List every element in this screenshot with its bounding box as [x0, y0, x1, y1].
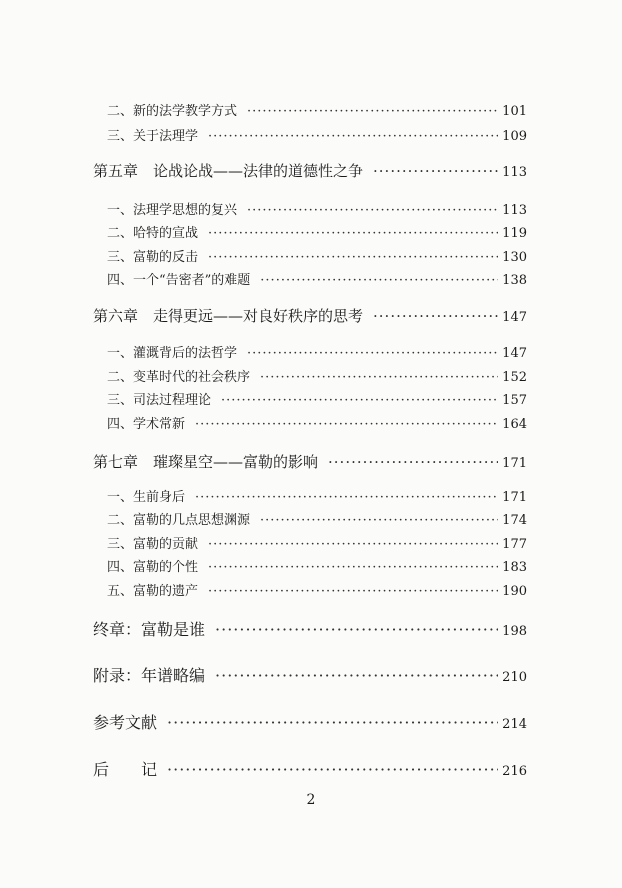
- leader-dots: [208, 537, 498, 552]
- toc-entry[interactable]: [107, 580, 527, 599]
- toc-entry-title: 三、富勒的贡献: [107, 537, 199, 552]
- toc-entry-title: 三、富勒的反击: [107, 250, 199, 265]
- leader-dots: [195, 490, 498, 505]
- toc-entry[interactable]: [107, 413, 527, 432]
- leader-dots: [215, 620, 498, 639]
- leader-dots: [208, 250, 498, 265]
- toc-entry-title: 二、变革时代的社会秩序: [107, 370, 251, 385]
- toc-entry-title: 一、法理学思想的复兴: [107, 203, 238, 218]
- toc-chapter-page: 171: [502, 456, 527, 471]
- toc-entry[interactable]: [107, 533, 527, 552]
- leader-dots: [208, 129, 498, 144]
- leader-dots: [221, 393, 498, 408]
- toc-entry[interactable]: [107, 125, 527, 144]
- toc-part-page: 216: [502, 764, 527, 779]
- toc-entry-title: 二、富勒的几点思想渊源: [107, 513, 251, 528]
- toc-part-title: 后 记: [93, 760, 158, 779]
- toc-entry-title: 五、富勒的遗产: [107, 584, 199, 599]
- leader-dots: [208, 226, 498, 241]
- toc-entry-page: 130: [502, 250, 527, 265]
- toc-entry[interactable]: [107, 246, 527, 265]
- leader-dots: [208, 560, 498, 575]
- toc-entry[interactable]: [107, 342, 527, 361]
- toc-entry[interactable]: [107, 199, 527, 218]
- toc-entry-title: 四、学术常新: [107, 417, 186, 432]
- toc-part-title: 终章：富勒是谁: [93, 620, 206, 639]
- toc-entry[interactable]: [107, 366, 527, 385]
- leader-dots: [247, 104, 498, 119]
- toc-part-page: 210: [502, 670, 527, 685]
- leader-dots: [208, 584, 498, 599]
- toc-entry-title: 一、灌溉背后的法哲学: [107, 346, 238, 361]
- toc-part-page: 198: [502, 624, 527, 639]
- leader-dots: [195, 417, 498, 432]
- toc-entry-page: 190: [502, 584, 527, 599]
- toc-entry[interactable]: [107, 556, 527, 575]
- toc-part-title: 参考文献: [93, 713, 158, 732]
- toc-entry-page: 164: [502, 417, 527, 432]
- toc-part[interactable]: [93, 663, 527, 686]
- toc-entry[interactable]: [107, 100, 527, 119]
- leader-dots: [260, 273, 498, 288]
- toc-entry-title: 二、新的法学教学方式: [107, 104, 238, 119]
- toc-entry[interactable]: [107, 269, 527, 288]
- toc-part[interactable]: [93, 710, 527, 733]
- toc-entry-page: 113: [502, 203, 527, 218]
- toc-chapter[interactable]: [93, 451, 527, 472]
- leader-dots: [247, 203, 498, 218]
- toc-entry-page: 101: [502, 104, 527, 119]
- leader-dots: [215, 666, 498, 685]
- leader-dots: [247, 346, 498, 361]
- toc-chapter-title: 第七章 璀璨星空——富勒的影响: [93, 453, 319, 471]
- toc-entry-title: 一、生前身后: [107, 490, 186, 505]
- leader-dots: [167, 760, 498, 779]
- toc-entry-page: 177: [502, 537, 527, 552]
- toc-chapter[interactable]: [93, 305, 527, 326]
- toc-entry[interactable]: [107, 222, 527, 241]
- toc-chapter-page: 147: [502, 310, 527, 325]
- toc-entry-title: 四、富勒的个性: [107, 560, 199, 575]
- toc-entry-title: 四、一个“告密者”的难题: [107, 273, 251, 288]
- leader-dots: [167, 713, 498, 732]
- toc-chapter-page: 113: [502, 165, 527, 180]
- toc-chapter[interactable]: [93, 160, 527, 181]
- toc-entry[interactable]: [107, 389, 527, 408]
- toc-entry[interactable]: [107, 509, 527, 528]
- toc-entry-title: 二、哈特的宣战: [107, 226, 199, 241]
- leader-dots: [373, 307, 498, 325]
- leader-dots: [328, 453, 498, 471]
- toc-entry-page: 109: [502, 129, 527, 144]
- toc-entry-page: 119: [502, 226, 527, 241]
- toc-entry-title: 三、关于法理学: [107, 129, 199, 144]
- toc-part[interactable]: [93, 757, 527, 780]
- leader-dots: [260, 370, 498, 385]
- toc-chapter-title: 第六章 走得更远——对良好秩序的思考: [93, 307, 364, 325]
- toc-entry[interactable]: [107, 486, 527, 505]
- toc-entry-page: 157: [502, 393, 527, 408]
- toc-part-page: 214: [502, 717, 527, 732]
- toc-entry-page: 174: [502, 513, 527, 528]
- toc-entry-page: 147: [502, 346, 527, 361]
- toc-part[interactable]: [93, 617, 527, 640]
- toc-chapter-title: 第五章 论战论战——法律的道德性之争: [93, 162, 364, 180]
- leader-dots: [373, 162, 498, 180]
- toc-entry-page: 152: [502, 370, 527, 385]
- page-number: 2: [306, 792, 316, 808]
- toc-entry-page: 171: [502, 490, 527, 505]
- toc-entry-title: 三、司法过程理论: [107, 393, 212, 408]
- leader-dots: [260, 513, 498, 528]
- toc-entry-page: 138: [502, 273, 527, 288]
- toc-part-title: 附录：年谱略编: [93, 666, 206, 685]
- toc-entry-page: 183: [502, 560, 527, 575]
